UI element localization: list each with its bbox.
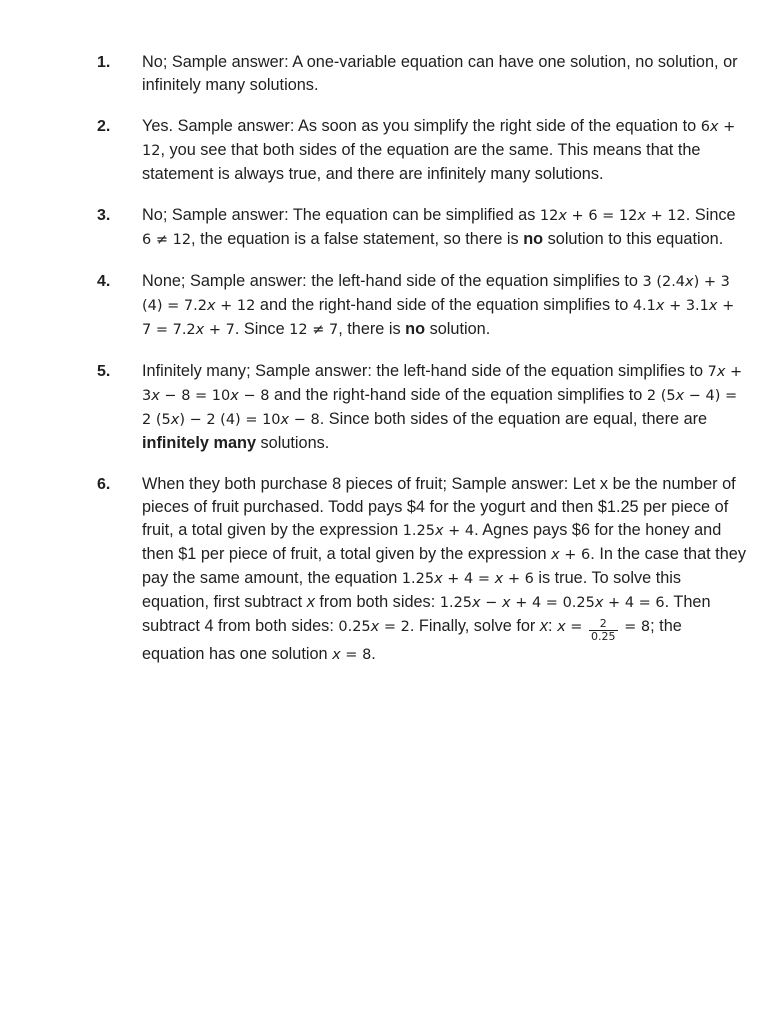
answer-text-run: No; Sample answer: The equation can be simplified as (142, 206, 540, 224)
answer-text-run: , there is (338, 320, 406, 338)
answer-item-3 (97, 204, 747, 252)
answer-text (142, 270, 747, 342)
answer-item-5 (97, 360, 747, 455)
fraction-numerator: 2 (589, 618, 618, 631)
answer-number: 6. (97, 476, 111, 493)
math-expression: x = (557, 619, 588, 635)
answer-text-run: , you see that both sides of the equation are the same. This means that the statement is always true, and there are infinitely many solutions. (142, 141, 701, 183)
answer-text-run: . Then subtract 4 from both sides: (142, 593, 711, 635)
answer-item-1 (97, 51, 747, 97)
math-expression: 12 ≠ 7 (289, 322, 339, 338)
answer-text-run: solutions. (256, 434, 330, 452)
answer-text-run: Yes. Sample answer: As soon as you simplify the right side of the equation to (142, 117, 701, 135)
answer-text-run: from both sides: (314, 593, 440, 611)
emphasis-text: no (523, 230, 544, 248)
italic-variable: x (539, 617, 548, 635)
answer-text-run: No; Sample answer: A one-variable equation can have one solution, no solution, or infinitely many solutions. (142, 53, 738, 94)
answer-text (142, 204, 747, 252)
answer-text-run: and the right-hand side of the equation simplifies to (269, 386, 647, 404)
answer-text-run: . Since (685, 206, 736, 224)
emphasis-text: no (405, 320, 426, 338)
emphasis-text: infinitely many (142, 434, 256, 452)
math-expression: 1.25x + 4 = x + 6 (401, 571, 534, 587)
math-expression: 0.25x = 2 (338, 619, 410, 635)
math-expression: 6 ≠ 12 (142, 232, 192, 248)
math-expression: 6x + 12 (142, 119, 736, 159)
italic-variable: x (306, 593, 315, 611)
fraction (589, 618, 618, 643)
answer-text (142, 51, 747, 97)
answer-number: 5. (97, 363, 111, 380)
math-expression: 4.1x + 3.1x + 7 = 7.2x + 7 (142, 298, 735, 338)
answer-text-run: Infinitely many; Sample answer: the left-hand side of the equation simplifies to (142, 362, 708, 380)
math-expression: x = 8 (332, 647, 372, 663)
answer-text-run: . In the case that they pay the same amount, the equation (142, 545, 746, 587)
answer-text-run: . Agnes pays $6 for the honey and then $1 per piece of fruit, a total given by the expression (142, 521, 722, 563)
fraction-denominator: 0.25 (591, 630, 616, 643)
answer-item-2 (97, 115, 747, 186)
answer-text-run: ; the equation has one solution (142, 617, 682, 663)
answer-number: 3. (97, 207, 111, 224)
answer-list (97, 51, 747, 685)
answer-text-run: . Since both sides of the equation are equal, there are (319, 410, 708, 428)
answer-text-run: None; Sample answer: the left-hand side of the equation simplifies to (142, 272, 643, 290)
answer-text-run: solution to this equation. (543, 230, 724, 248)
answer-text-run: . Since (234, 320, 290, 338)
answer-text-run: . Finally, solve for (409, 617, 540, 635)
answer-text-run: , the equation is a false statement, so there is (191, 230, 524, 248)
answer-text (142, 115, 747, 186)
math-expression: 2 (5x − 4) = 2 (5x) − 2 (4) = 10x − 8 (142, 388, 738, 428)
answer-number: 2. (97, 118, 111, 135)
math-expression: 1.25x − x + 4 = 0.25x + 4 = 6 (439, 595, 665, 611)
answer-text (142, 473, 747, 667)
math-expression: 1.25x + 4 (402, 523, 475, 539)
answer-item-4 (97, 270, 747, 342)
answer-item-6 (97, 473, 747, 667)
answer-number: 1. (97, 54, 111, 71)
answer-text-run: solution. (425, 320, 491, 338)
answer-text-run: and the right-hand side of the equation simplifies to (255, 296, 633, 314)
answer-text-run: . (371, 645, 376, 663)
math-expression: 12x + 6 = 12x + 12 (539, 208, 686, 224)
math-expression: x + 6 (551, 547, 591, 563)
math-expression: = 8 (619, 619, 651, 635)
math-expression: 7x + 3x − 8 = 10x − 8 (142, 364, 743, 404)
answer-number: 4. (97, 273, 111, 290)
answer-text-run: is true. To solve this equation, first subtract (142, 569, 682, 611)
answer-text-run: : (548, 617, 558, 635)
math-expression: 3 (2.4x) + 3 (4) = 7.2x + 12 (142, 274, 730, 314)
answer-text (142, 360, 747, 455)
answer-text-run: When they both purchase 8 pieces of fruit; Sample answer: Let x be the number of pieces of fruit purchased. Todd pays $4 for the yogurt and then $1.25 per piece of fruit, a total given by the expression (142, 475, 736, 539)
